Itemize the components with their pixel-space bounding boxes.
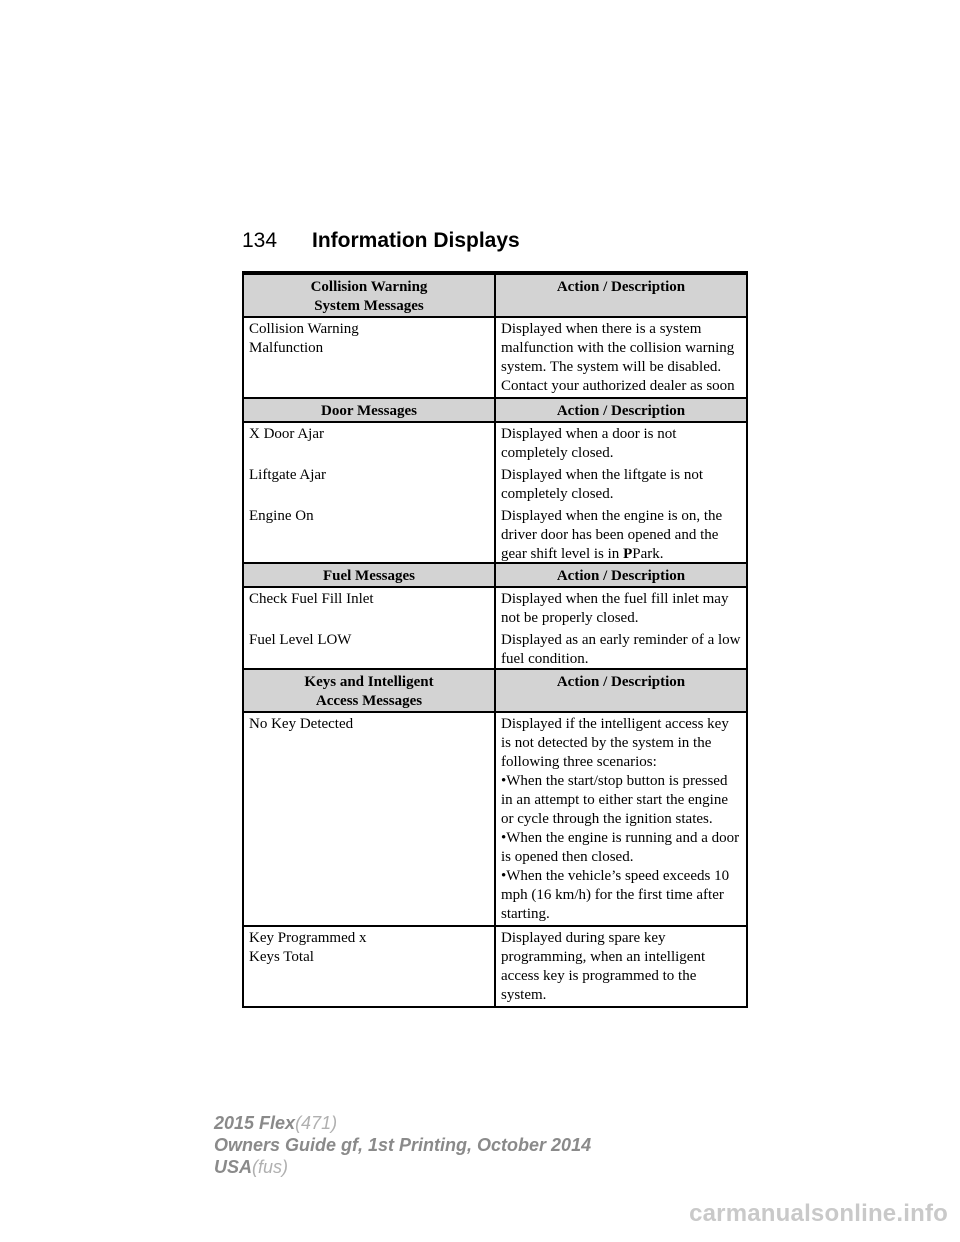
page-number: 134: [242, 229, 278, 252]
watermark: carmanualsonline.info: [689, 1200, 948, 1227]
table-header-message: Keys and Intelligent Access Messages: [243, 669, 495, 712]
description-cell: Displayed when there is a system malfunction with the collision warning system. The system will be disabled. Contact your authorized dealer as soon: [495, 317, 747, 417]
message-cell: Key Programmed x Keys Total: [243, 926, 495, 1007]
footer-model: 2015 Flex: [214, 1113, 296, 1133]
message-cell: Collision Warning Malfunction: [243, 317, 495, 417]
table-row: [243, 587, 747, 629]
table-row: [243, 629, 747, 671]
footer-line-1: [214, 1112, 591, 1134]
table-header-action: Action / Description: [495, 274, 747, 317]
footer-region-code: (fus): [252, 1157, 289, 1177]
table-header-message: Fuel Messages: [243, 563, 495, 587]
page-header: [242, 229, 748, 273]
keys-access-table: [242, 668, 748, 1008]
description-text: Displayed when the engine is on, the driver door has been opened and the gear shift level is in: [501, 508, 723, 562]
gear-word: Park.: [632, 546, 664, 562]
description-cell: Displayed during spare key programming, when an intelligent access key is programmed to the system.: [495, 926, 747, 1007]
message-cell: X Door Ajar: [243, 422, 495, 464]
table-row: [243, 505, 747, 566]
footer-line-3: [214, 1156, 591, 1178]
footer-line-2: Owners Guide gf, 1st Printing, October 2014: [214, 1135, 592, 1155]
message-cell: No Key Detected: [243, 712, 495, 926]
description-cell: Displayed when the liftgate is not completely closed.: [495, 464, 747, 505]
footer-region: USA: [214, 1157, 253, 1177]
gear-letter: P: [623, 546, 633, 562]
door-messages-table: [242, 397, 748, 567]
footer-model-code: (471): [295, 1113, 338, 1133]
bullet-item: •When the vehicle’s speed exceeds 10 mph (16 km/h) for the first time after starting.: [501, 868, 730, 922]
table-row: [243, 712, 747, 926]
message-cell: Liftgate Ajar: [243, 464, 495, 505]
table-header-action: Action / Description: [495, 563, 747, 587]
bullet-item: •When the start/stop button is pressed in an attempt to either start the engine or cycle through the ignition states.: [501, 773, 729, 827]
description-cell: Displayed as an early reminder of a low fuel condition.: [495, 629, 747, 671]
description-cell: [495, 505, 747, 566]
table-header-action: Action / Description: [495, 398, 747, 422]
bullet-item: •When the engine is running and a door is opened then closed.: [501, 830, 740, 865]
table-header-message: Collision Warning System Messages: [243, 274, 495, 317]
description-cell: [495, 712, 747, 926]
section-title: Information Displays: [312, 229, 520, 252]
footer: [214, 1112, 591, 1178]
description-cell: Displayed when the fuel fill inlet may not be properly closed.: [495, 587, 747, 629]
message-cell: Check Fuel Fill Inlet: [243, 587, 495, 629]
table-row: [243, 926, 747, 1007]
table-header-message: Door Messages: [243, 398, 495, 422]
table-row: [243, 422, 747, 464]
message-cell: Engine On: [243, 505, 495, 566]
table-header-action: Action / Description: [495, 669, 747, 712]
table-row: [243, 464, 747, 505]
message-cell: Fuel Level LOW: [243, 629, 495, 671]
fuel-messages-table: [242, 562, 748, 672]
description-cell: Displayed when a door is not completely closed.: [495, 422, 747, 464]
description-text: Displayed if the intelligent access key is not detected by the system in the following three scenarios:: [501, 716, 729, 770]
